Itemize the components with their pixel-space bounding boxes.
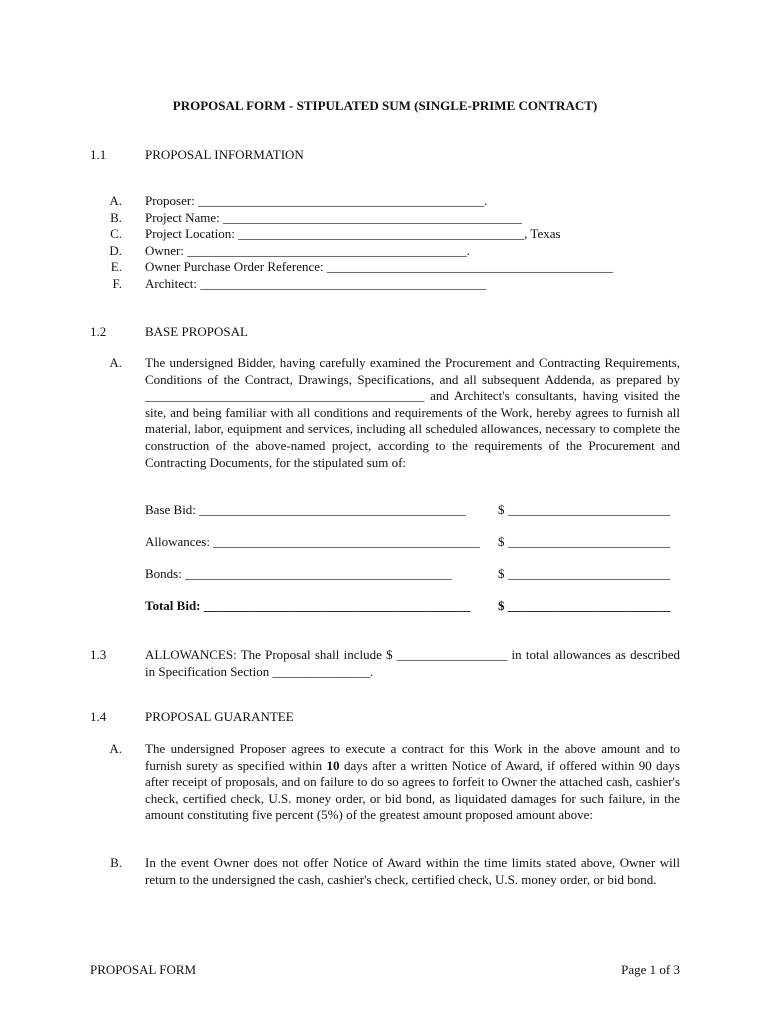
bonds-line	[145, 566, 680, 584]
architect-field: Architect: ____________________________________________	[145, 275, 487, 291]
item-letter: A.	[109, 355, 122, 370]
footer-page-number: Page 1 of 3	[621, 962, 680, 977]
proposal-information-list	[108, 193, 668, 292]
days-value: 10	[326, 757, 340, 773]
list-item	[108, 259, 668, 276]
item-letter: A.	[109, 193, 122, 208]
paragraph-text: days after a written Notice of Award, if offered within 90 days after receipt of proposals, and on failure to do so agrees to forfeit to Owner the attached cash, cashier's check, certified check, U.S. money order, or bid bond, as liquidated damages for such failure, in the amount constituting five percent (5%) of the greatest amount proposed amount above:	[145, 757, 680, 823]
item-letter: A.	[109, 741, 122, 756]
list-item	[108, 243, 668, 260]
section-title: PROPOSAL INFORMATION	[145, 147, 304, 162]
project-location-field: Project Location: ____________________________________________, Texas	[145, 226, 561, 241]
allowances-line	[145, 534, 680, 552]
item-letter: E.	[110, 259, 122, 274]
list-item	[108, 276, 668, 293]
bid-label: Allowances: _________________________________________	[145, 534, 480, 549]
bid-amount: $ _________________________	[498, 502, 671, 517]
total-bid-line	[145, 598, 680, 616]
project-name-field: Project Name: ______________________________________________	[145, 209, 522, 225]
section-number: 1.2	[90, 324, 107, 339]
bid-amount: $ _________________________	[498, 566, 671, 581]
item-letter: D.	[109, 242, 122, 258]
guarantee-paragraph-b: In the event Owner does not offer Notice of Award within the time limits stated above, Owner will return to the undersigned the cash, cashier's check, certified check, U.S. money order, or bid bond.	[145, 855, 680, 887]
document-title: PROPOSAL FORM - STIPULATED SUM (SINGLE-PRIME CONTRACT)	[172, 98, 598, 113]
item-letter: B.	[110, 855, 122, 870]
bid-label: Total Bid: _________________________________________	[145, 598, 471, 613]
item-letter: C.	[110, 226, 122, 241]
list-item	[108, 210, 668, 227]
proposer-field: Proposer: ____________________________________________.	[145, 193, 488, 208]
base-bid-line	[145, 502, 680, 520]
purchase-order-field: Owner Purchase Order Reference: ____________________________________________	[145, 259, 613, 274]
list-item	[108, 193, 668, 210]
footer-document-name: PROPOSAL FORM	[90, 962, 197, 977]
bid-amount: $ _________________________	[498, 598, 671, 613]
guarantee-paragraph-a	[145, 741, 680, 824]
section-title: BASE PROPOSAL	[145, 324, 248, 339]
section-number: 1.1	[90, 147, 107, 162]
bid-amount: $ _________________________	[498, 534, 671, 549]
base-proposal-paragraph: The undersigned Bidder, having carefully examined the Procurement and Contracting Requirements, Conditions of the Contract, Drawings, Specifications, and all subsequent Addenda, as prepared by ___________________________________________ and Architect's consultants, having visited the site, and being familiar with all conditions and requirements of the Work, hereby agrees to furnish all material, labor, equipment and services, including all scheduled allowances, necessary to complete the construction of the above-named project, according to the requirements of the Procurement and Contracting Documents, for the stipulated sum of:	[145, 355, 680, 470]
item-letter: B.	[110, 209, 122, 225]
item-letter: F.	[112, 275, 122, 291]
allowances-paragraph: ALLOWANCES: The Proposal shall include $ _________________ in total allowances as described in Specification Section _______________.	[145, 647, 680, 679]
owner-field: Owner: ___________________________________________.	[145, 242, 470, 258]
section-number: 1.4	[90, 709, 107, 724]
bid-label: Bonds: _________________________________________	[145, 566, 452, 581]
bid-label: Base Bid: _________________________________________	[145, 502, 466, 517]
section-title: PROPOSAL GUARANTEE	[145, 709, 294, 724]
paragraph-text: The undersigned Proposer agrees to execute a contract for this Work in the above amount and to furnish surety as specified within	[145, 741, 680, 773]
section-number: 1.3	[90, 647, 107, 662]
list-item	[108, 226, 668, 243]
